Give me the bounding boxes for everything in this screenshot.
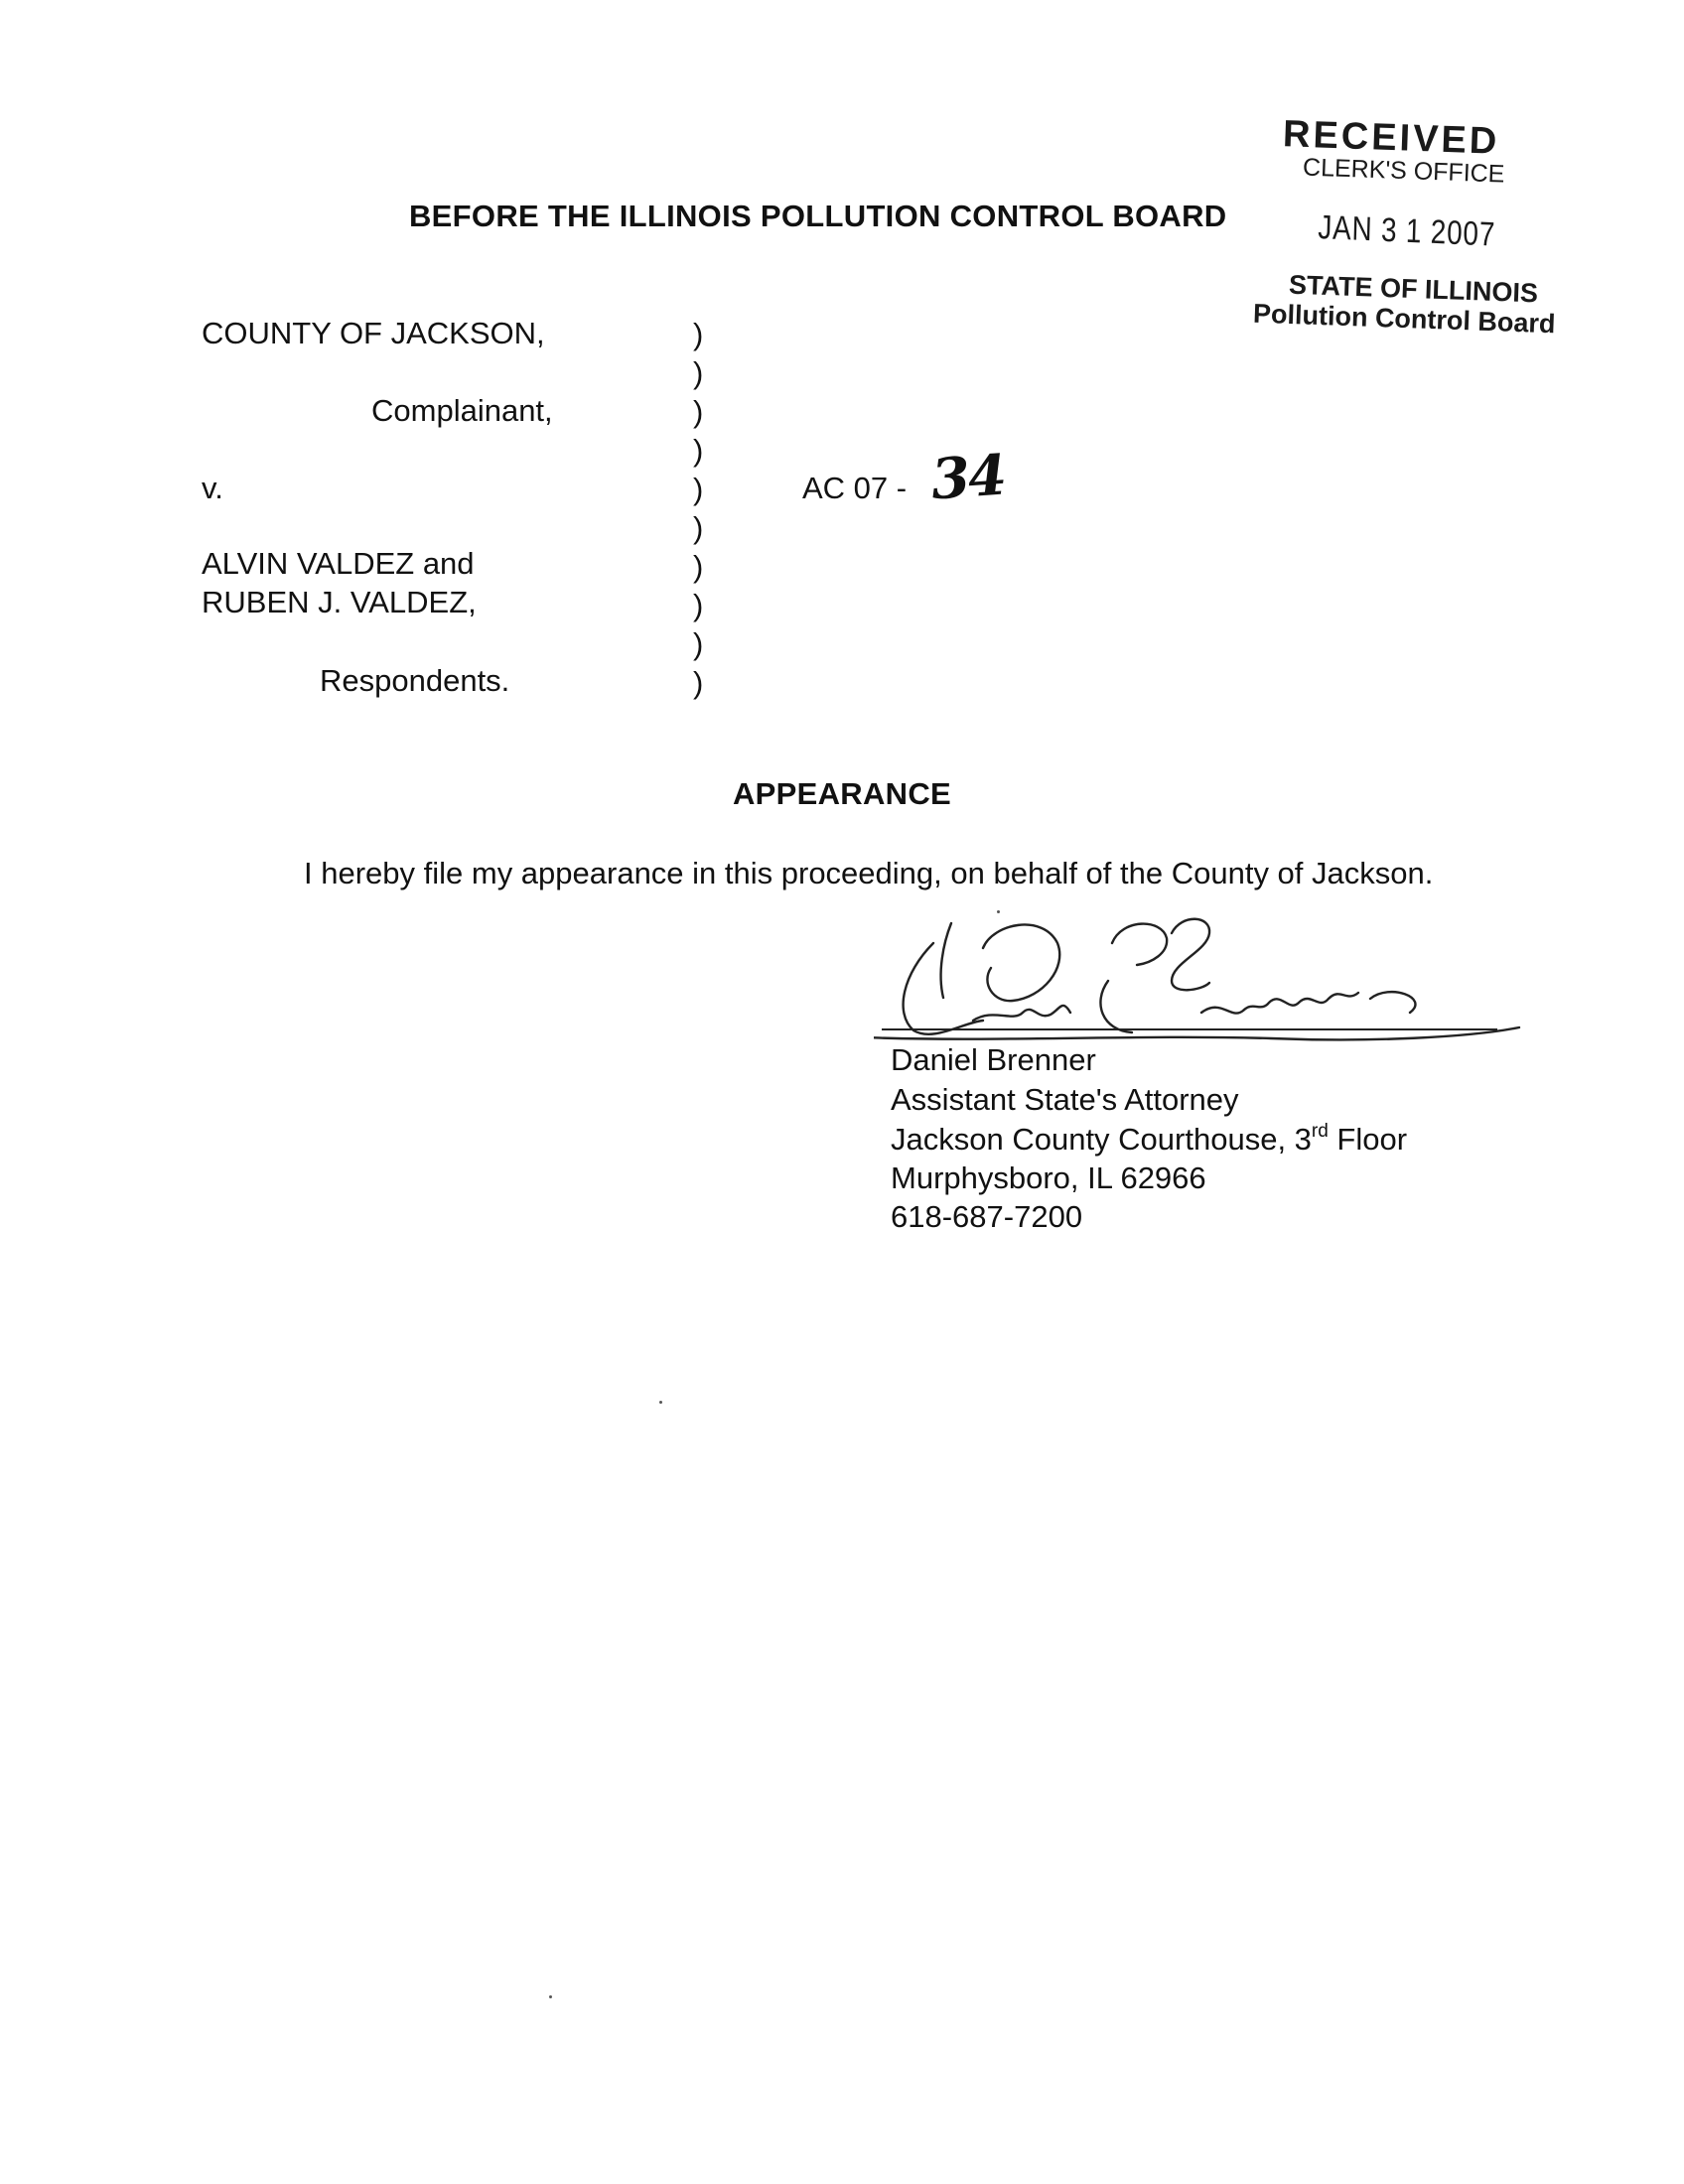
page-title: BEFORE THE ILLINOIS POLLUTION CONTROL BOARD <box>409 199 1227 233</box>
address-line-1-end: Floor <box>1328 1122 1408 1157</box>
appearance-statement: I hereby file my appearance in this proceeding, on behalf of the County of Jackson. <box>304 856 1434 890</box>
address-line-1 <box>891 1121 1408 1157</box>
attorney-title: Assistant State's Attorney <box>891 1082 1239 1117</box>
phone-number: 618-687-7200 <box>891 1199 1083 1234</box>
respondent-line-2: RUBEN J. VALDEZ, <box>202 585 477 619</box>
stamp-received: RECEIVED <box>1282 113 1500 163</box>
stamp-office: CLERK'S OFFICE <box>1302 153 1505 189</box>
bracket-mark: ) <box>693 510 704 545</box>
complainant-role: Complainant, <box>371 393 553 428</box>
bracket-mark: ) <box>693 549 704 584</box>
case-number-handwritten: 34 <box>928 442 1008 513</box>
scan-speck <box>997 910 1000 913</box>
bracket-mark: ) <box>693 394 704 429</box>
bracket-mark: ) <box>693 665 704 700</box>
signature-line <box>882 1028 1497 1030</box>
bracket-mark: ) <box>693 433 704 468</box>
versus: v. <box>202 471 223 505</box>
stamp-state: STATE OF ILLINOIS <box>1288 269 1539 309</box>
bracket-mark: ) <box>693 626 704 661</box>
complainant-name: COUNTY OF JACKSON, <box>202 316 545 350</box>
stamp-board: Pollution Control Board <box>1252 298 1556 340</box>
scan-speck <box>659 1401 662 1404</box>
bracket-mark: ) <box>693 472 704 506</box>
received-stamp <box>1252 113 1571 345</box>
respondent-line-1: ALVIN VALDEZ and <box>202 546 475 581</box>
bracket-mark: ) <box>693 317 704 351</box>
attorney-name: Daniel Brenner <box>891 1042 1096 1077</box>
respondent-role: Respondents. <box>320 663 510 698</box>
appearance-heading: APPEARANCE <box>733 776 952 811</box>
scan-speck <box>549 1995 552 1998</box>
address-line-2: Murphysboro, IL 62966 <box>891 1160 1206 1195</box>
address-line-1-main: Jackson County Courthouse, 3 <box>891 1122 1312 1157</box>
address-ordinal: rd <box>1311 1121 1329 1142</box>
stamp-date: JAN 3 1 2007 <box>1317 208 1496 254</box>
bracket-mark: ) <box>693 588 704 622</box>
case-prefix: AC 07 - <box>802 471 908 505</box>
bracket-mark: ) <box>693 355 704 390</box>
